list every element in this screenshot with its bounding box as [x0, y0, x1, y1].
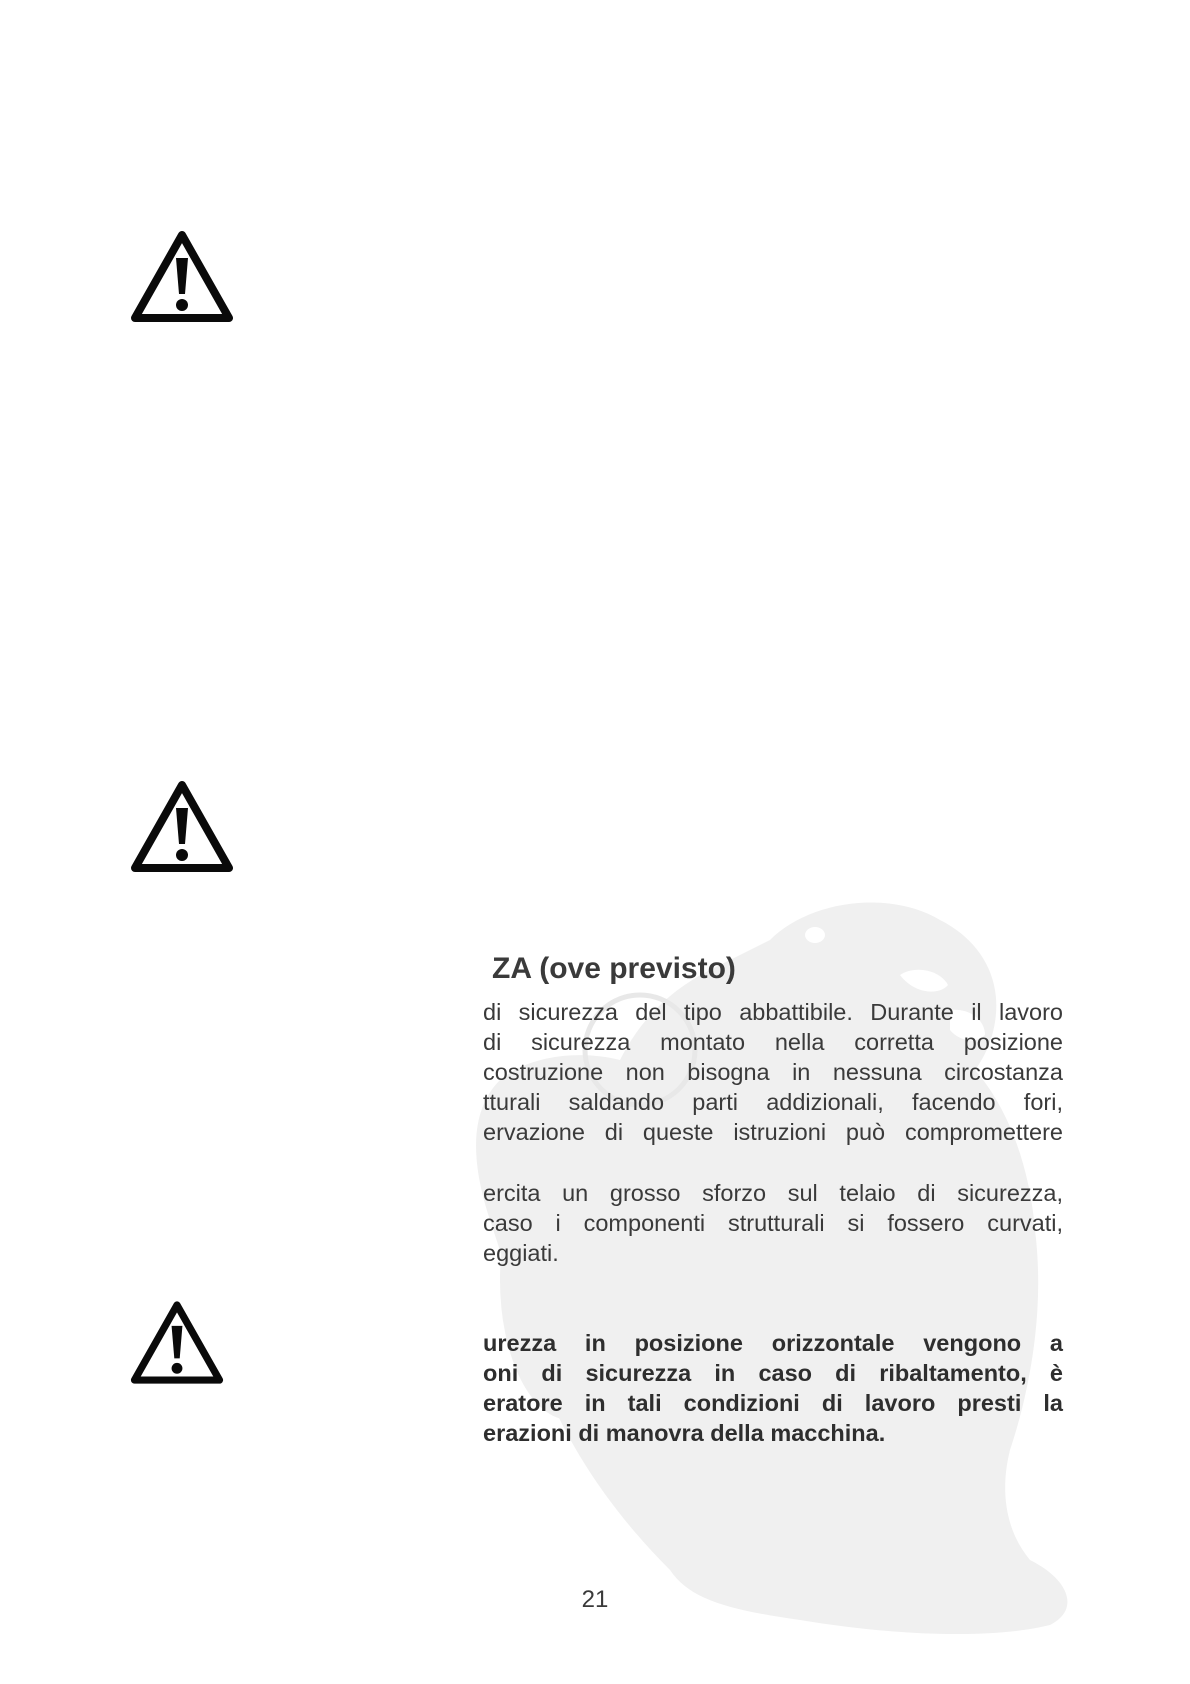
text-line: urezza in posizione orizzontale vengono a — [483, 1330, 1063, 1356]
text-line: ervazione di queste istruzioni può compromettere — [483, 1119, 1063, 1145]
warning-triangle-icon — [130, 230, 234, 324]
text-line: ercita un grosso sforzo sul telaio di sicurezza, — [483, 1180, 1063, 1206]
text-line: caso i componenti strutturali si fossero curvati, — [483, 1210, 1063, 1236]
text-line: erazioni di manovra della macchina. — [483, 1420, 886, 1446]
warning-triangle-icon — [130, 1300, 224, 1386]
paragraph-1 — [483, 997, 1063, 1147]
paragraph-3-warning — [483, 1328, 1063, 1448]
text-line: eggiati. — [483, 1240, 559, 1266]
text-line: di sicurezza montato nella corretta posizione — [483, 1029, 1063, 1055]
paragraph-2 — [483, 1178, 1063, 1268]
text-line: oni di sicurezza in caso di ribaltamento, è — [483, 1360, 1063, 1386]
text-line: di sicurezza del tipo abbattibile. Durante il lavoro — [483, 999, 1063, 1025]
page-number: 21 — [581, 1586, 609, 1613]
warning-triangle-icon — [130, 780, 234, 874]
text-line: eratore in tali condizioni di lavoro presti la — [483, 1390, 1063, 1416]
section-heading: ZA (ove previsto) — [492, 952, 736, 985]
text-line: tturali saldando parti addizionali, facendo fori, — [483, 1089, 1063, 1115]
text-line: costruzione non bisogna in nessuna circostanza — [483, 1059, 1063, 1085]
